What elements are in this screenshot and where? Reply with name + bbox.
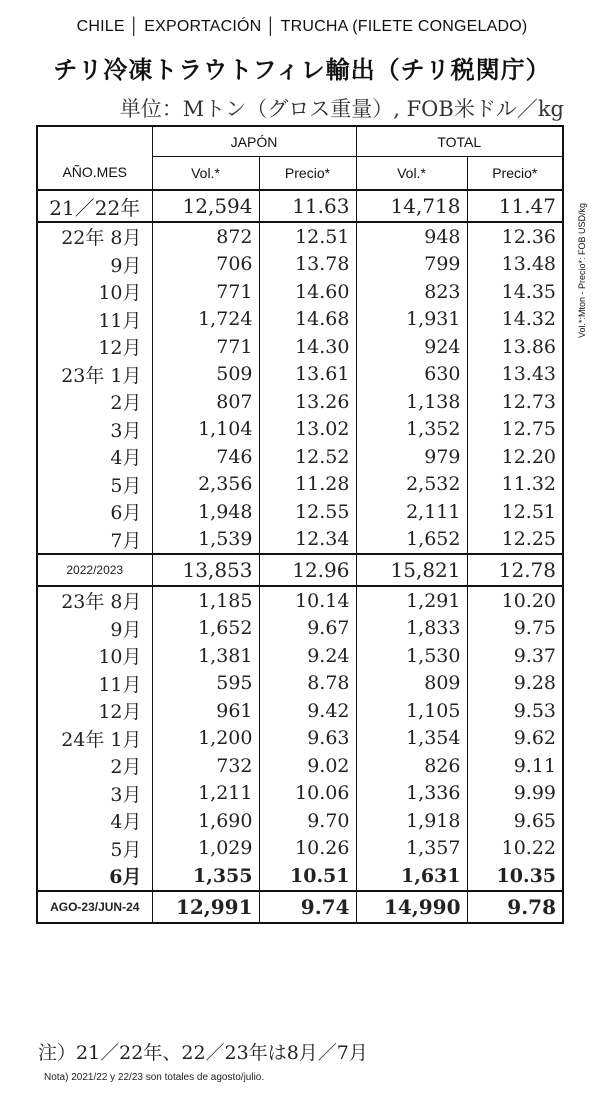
export-table-container: [36, 125, 562, 924]
total-vol-cell: 924: [356, 333, 467, 361]
total-price-cell: 13.48: [467, 251, 563, 279]
japan-vol-cell: 732: [152, 752, 259, 780]
table-row: [37, 670, 563, 698]
total-price-cell: 12.36: [467, 222, 563, 251]
japan-price-cell: 12.51: [259, 222, 356, 251]
row-label: 6月: [37, 498, 152, 526]
row-label: 11月: [37, 670, 152, 698]
total-vol-cell: 1,631: [356, 862, 467, 891]
japan-vol-cell: 509: [152, 361, 259, 389]
total-vol-cell: 1,291: [356, 586, 467, 615]
export-table: [36, 125, 564, 924]
total-price-cell: 12.20: [467, 443, 563, 471]
row-label: 2022/2023: [37, 554, 152, 586]
japan-price-cell: 9.67: [259, 615, 356, 643]
japan-price-cell: 10.26: [259, 835, 356, 863]
row-label: 23年 1月: [37, 361, 152, 389]
row-label: 9月: [37, 251, 152, 279]
japan-vol-cell: 1,690: [152, 807, 259, 835]
total-price-cell: 11.47: [467, 190, 563, 222]
table-row: [37, 498, 563, 526]
row-label: 10月: [37, 278, 152, 306]
footnote-japanese: 注）21／22年、22／23年は8月／7月: [38, 1042, 368, 1064]
japan-vol-cell: 1,948: [152, 498, 259, 526]
total-vol-cell: 979: [356, 443, 467, 471]
japan-price-cell: 10.51: [259, 862, 356, 891]
row-label: 6月: [37, 862, 152, 891]
total-price-cell: 13.43: [467, 361, 563, 389]
japan-price-cell: 10.14: [259, 586, 356, 615]
row-label: AGO-23/JUN-24: [37, 891, 152, 923]
row-label: 24年 1月: [37, 725, 152, 753]
japan-price-cell: 12.55: [259, 498, 356, 526]
table-row: [37, 471, 563, 499]
japan-price-cell: 8.78: [259, 670, 356, 698]
total-price-cell: 9.65: [467, 807, 563, 835]
total-vol-cell: 2,111: [356, 498, 467, 526]
total-price-cell: 9.99: [467, 780, 563, 808]
row-label: 4月: [37, 443, 152, 471]
total-vol-cell: 948: [356, 222, 467, 251]
total-vol-cell: 1,918: [356, 807, 467, 835]
total-vol-cell: 1,352: [356, 416, 467, 444]
total-price-cell: 14.35: [467, 278, 563, 306]
row-label: 9月: [37, 615, 152, 643]
total-vol-cell: 14,718: [356, 190, 467, 222]
japan-vol-cell: 1,355: [152, 862, 259, 891]
table-row: [37, 586, 563, 615]
japan-vol-cell: 1,185: [152, 586, 259, 615]
japan-price-cell: 9.70: [259, 807, 356, 835]
side-units-note: [575, 128, 591, 338]
total-price-cell: 10.35: [467, 862, 563, 891]
table-row: [37, 306, 563, 334]
total-vol-cell: 1,530: [356, 642, 467, 670]
table-row: [37, 190, 563, 222]
total-vol-cell: 2,532: [356, 471, 467, 499]
table-row: [37, 333, 563, 361]
table-row: [37, 862, 563, 891]
row-label: 23年 8月: [37, 586, 152, 615]
japan-price-cell: 14.30: [259, 333, 356, 361]
row-label: 12月: [37, 333, 152, 361]
japan-vol-cell: 12,991: [152, 891, 259, 923]
japan-price-cell: 14.60: [259, 278, 356, 306]
total-price-cell: 12.78: [467, 554, 563, 586]
total-price-cell: 9.78: [467, 891, 563, 923]
japan-group-header: JAPÓN: [152, 126, 356, 157]
total-price-cell: 9.37: [467, 642, 563, 670]
japan-price-cell: 9.42: [259, 697, 356, 725]
total-vol-cell: 1,105: [356, 697, 467, 725]
japan-vol-cell: 961: [152, 697, 259, 725]
total-vol-cell: 799: [356, 251, 467, 279]
japan-vol-cell: 1,029: [152, 835, 259, 863]
japan-price-cell: 11.28: [259, 471, 356, 499]
table-row: [37, 278, 563, 306]
row-label: 22年 8月: [37, 222, 152, 251]
japan-vol-header: Vol.*: [152, 157, 259, 191]
row-label: 12月: [37, 697, 152, 725]
total-vol-cell: 1,354: [356, 725, 467, 753]
table-row: [37, 388, 563, 416]
row-label: 3月: [37, 416, 152, 444]
total-price-cell: 10.20: [467, 586, 563, 615]
row-label: 2月: [37, 388, 152, 416]
japan-price-cell: 9.24: [259, 642, 356, 670]
total-price-cell: 12.75: [467, 416, 563, 444]
table-row: [37, 361, 563, 389]
japan-price-header: Precio*: [259, 157, 356, 191]
japan-price-cell: 12.34: [259, 526, 356, 555]
total-price-cell: 13.86: [467, 333, 563, 361]
total-price-cell: 12.51: [467, 498, 563, 526]
total-vol-header: Vol.*: [356, 157, 467, 191]
total-price-cell: 14.32: [467, 306, 563, 334]
table-row: [37, 725, 563, 753]
title-japanese: チリ冷凍トラウトフィレ輸出（チリ税関庁）: [53, 56, 551, 84]
japan-price-cell: 9.74: [259, 891, 356, 923]
japan-vol-cell: 1,539: [152, 526, 259, 555]
japan-vol-cell: 706: [152, 251, 259, 279]
total-vol-cell: 1,138: [356, 388, 467, 416]
table-row: [37, 752, 563, 780]
japan-vol-cell: 13,853: [152, 554, 259, 586]
total-vol-cell: 1,833: [356, 615, 467, 643]
japan-vol-cell: 1,652: [152, 615, 259, 643]
total-price-header: Precio*: [467, 157, 563, 191]
row-label: 21／22年: [37, 190, 152, 222]
japan-price-cell: 13.26: [259, 388, 356, 416]
total-price-cell: 9.53: [467, 697, 563, 725]
japan-price-cell: 10.06: [259, 780, 356, 808]
total-price-cell: 10.22: [467, 835, 563, 863]
row-label: 11月: [37, 306, 152, 334]
table-row: [37, 780, 563, 808]
japan-vol-cell: 12,594: [152, 190, 259, 222]
table-row: [37, 615, 563, 643]
japan-price-cell: 9.63: [259, 725, 356, 753]
japan-vol-cell: 1,200: [152, 725, 259, 753]
japan-price-cell: 11.63: [259, 190, 356, 222]
row-label: 7月: [37, 526, 152, 555]
japan-price-cell: 13.02: [259, 416, 356, 444]
japan-vol-cell: 771: [152, 333, 259, 361]
total-vol-cell: 1,336: [356, 780, 467, 808]
total-vol-cell: 823: [356, 278, 467, 306]
row-label: 5月: [37, 835, 152, 863]
japan-vol-cell: 1,381: [152, 642, 259, 670]
japan-price-cell: 13.61: [259, 361, 356, 389]
table-row: [37, 697, 563, 725]
table-row: [37, 891, 563, 923]
table-row: [37, 807, 563, 835]
japan-price-cell: 14.68: [259, 306, 356, 334]
total-vol-cell: 1,931: [356, 306, 467, 334]
row-label: 5月: [37, 471, 152, 499]
total-price-cell: 9.75: [467, 615, 563, 643]
units-note: 単位：Mトン（グロス重量）, FOB米ドル／kg: [119, 97, 564, 121]
table-row: [37, 526, 563, 555]
japan-price-cell: 12.52: [259, 443, 356, 471]
japan-vol-cell: 771: [152, 278, 259, 306]
table-row: [37, 642, 563, 670]
table-row: [37, 835, 563, 863]
table-body: [37, 190, 563, 923]
total-vol-cell: 630: [356, 361, 467, 389]
total-price-cell: 9.62: [467, 725, 563, 753]
total-group-header: TOTAL: [356, 126, 563, 157]
japan-vol-cell: 1,211: [152, 780, 259, 808]
table-row: [37, 222, 563, 251]
side-units-text: Vol.*:Mton - Precio*: FOB USD/kg: [577, 202, 587, 338]
japan-vol-cell: 2,356: [152, 471, 259, 499]
total-vol-cell: 15,821: [356, 554, 467, 586]
title-spanish: CHILE │ EXPORTACIÓN │ TRUCHA (FILETE CONGELADO): [76, 18, 528, 35]
japan-vol-cell: 807: [152, 388, 259, 416]
total-vol-cell: 1,357: [356, 835, 467, 863]
row-label: 4月: [37, 807, 152, 835]
footnote-spanish: Nota) 2021/22 y 22/23 son totales de agosto/julio.: [44, 1072, 265, 1083]
table-row: [37, 443, 563, 471]
total-price-cell: 9.11: [467, 752, 563, 780]
japan-vol-cell: 872: [152, 222, 259, 251]
row-label: 2月: [37, 752, 152, 780]
japan-price-cell: 12.96: [259, 554, 356, 586]
total-price-cell: 12.73: [467, 388, 563, 416]
total-vol-cell: 826: [356, 752, 467, 780]
total-vol-cell: 14,990: [356, 891, 467, 923]
japan-vol-cell: 1,104: [152, 416, 259, 444]
japan-vol-cell: 595: [152, 670, 259, 698]
row-label: 3月: [37, 780, 152, 808]
year-month-header: AÑO.MES: [37, 126, 152, 190]
japan-vol-cell: 1,724: [152, 306, 259, 334]
japan-price-cell: 9.02: [259, 752, 356, 780]
japan-price-cell: 13.78: [259, 251, 356, 279]
total-price-cell: 9.28: [467, 670, 563, 698]
total-price-cell: 11.32: [467, 471, 563, 499]
row-label: 10月: [37, 642, 152, 670]
table-row: [37, 416, 563, 444]
table-row: [37, 554, 563, 586]
total-vol-cell: 1,652: [356, 526, 467, 555]
japan-vol-cell: 746: [152, 443, 259, 471]
total-vol-cell: 809: [356, 670, 467, 698]
table-row: [37, 251, 563, 279]
total-price-cell: 12.25: [467, 526, 563, 555]
